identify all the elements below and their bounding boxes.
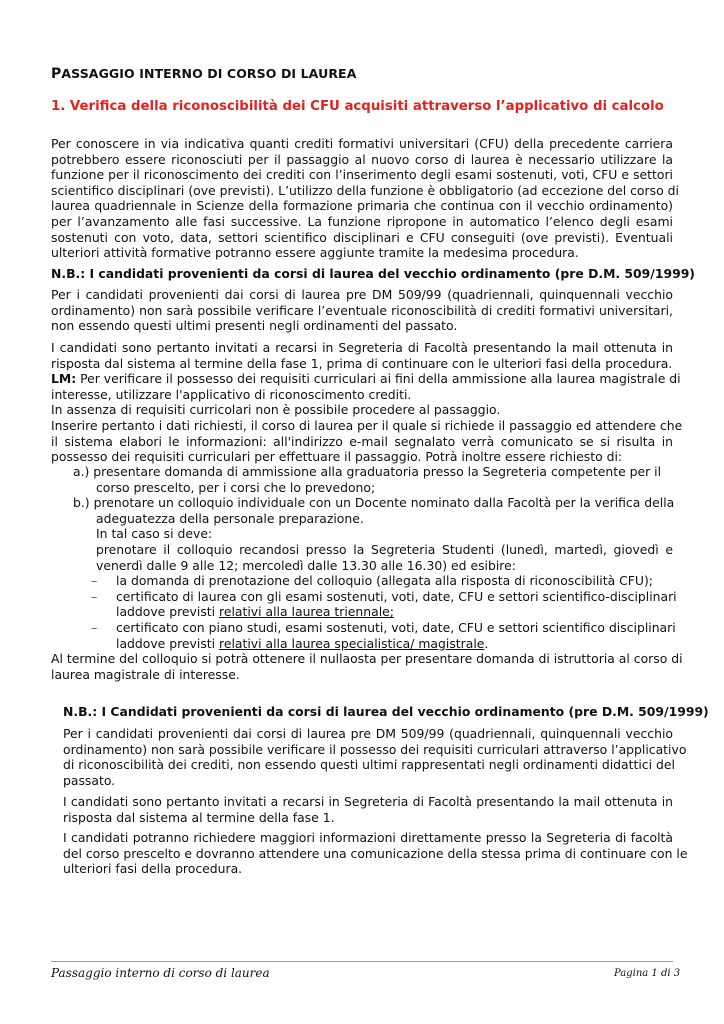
list-item-b: b.) prenotare un colloquio individuale con un Docente nominato dalla Facoltà per la verifica della [73,495,675,511]
sub-item-2: – certificato di laurea con gli esami sostenuti, voti, date, CFU e settori scientifico-disciplinari [91,588,677,604]
paragraph-old-ordinamento-2: Per i candidati provenienti dai corsi di laurea pre DM 509/99 (quadriennali, quinquennali vecchio ordinamento) non sarà possibile verificare il possesso dei requisiti curriculari attraverso l’applicativo di riconoscibilità dei crediti, non essendo questi ultimi rappresentati negli ordinamenti didattici del passato. [63,726,687,788]
paragraph-old-ordinamento: Per i candidati provenienti dai corsi di laurea pre DM 509/99 (quadriennali, quinquennali vecchio ordinamento) non sarà possibile verificare l’eventuale riconoscibilità di crediti formativi universitari, non essendo questi ultimi presenti negli ordinamenti del passato. [51,287,673,334]
page-number: Pagina 1 di 3 [614,968,681,979]
footer-title: Passaggio interno di corso di laurea [51,966,270,980]
dash-bullet-icon: – [91,619,98,635]
lm-line: LM: Per verificare il possesso dei requisiti curriculari ai fini della ammissione alla laurea magistrale di [51,371,681,387]
paragraph-info: I candidati potranno richiedere maggiori informazioni direttamente presso la Segreteria di facoltà del corso prescelto e dovranno attendere una comunicazione della stessa prima di continuare con le ulteriori fasi della procedura. [63,830,688,877]
list-requirements: a.) presentare domanda di ammissione alla graduatoria presso la Segreteria competente per il corso prescelto, per i corsi che lo prevedono; b.) prenotare un colloquio individuale con un Docente nominato dalla Facoltà per la verifica della adeguatezza della personale preparazione. In tal caso si deve: prenotare il colloquio recandosi presso la Segreteria Studenti (lunedì, martedì, giovedì e venerdì dalle 9 alle 12; mercoledì dalle 13.30 alle 16.30) ed esibire: – la domanda di prenotazione del colloquio (allegata alla risposta di riconoscibilità CFU); – certificato di laurea con gli esami sostenuti, voti, date, CFU e settori scientifico-disciplinari laddove previsti relativi alla laurea triennale; – certificato con piano studi, esami sostenuti, voti, date, CFU e settori scientifico disciplinari laddove previsti relativi alla laurea specialistica/ magistrale. [51,464,673,651]
sub-item-3: – certificato con piano studi, esami sostenuti, voti, date, CFU e settori scientifico disciplinari [91,619,676,635]
link-laurea-triennale[interactable]: relativi alla laurea triennale; [219,604,394,620]
document-title: PASSAGGIO INTERNO DI CORSO DI LAUREA [51,66,357,82]
footer-rule [51,961,673,962]
paragraph-nullaosta: Al termine del colloquio si potrà ottenere il nullaosta per presentare domanda di istruttoria al corso di laurea magistrale di interesse. [51,651,683,682]
dash-bullet-icon: – [91,588,98,604]
section-heading: 1. Verifica della riconoscibilità dei CFU acquisiti attraverso l’applicativo di calcolo [51,99,664,114]
paragraph-intro: Per conoscere in via indicativa quanti crediti formativi universitari (CFU) della precedente carriera potrebbero essere riconosciuti per il passaggio al nuovo corso di laurea è necessario utilizzare la funzione per il riconoscimento dei crediti con l’inserimento degli esami sostenuti, voti, CFU e settori scientifico disciplinari (ove previsti). L’utilizzo della funzione è obbligatorio (ad eccezione del corso di laurea quadriennale in Scienze della formazione primaria che continua con il vecchio ordinamento) per l’avanzamento alle fasi successive. La funzione ripropone in automatico l’elenco degli esami sostenuti con voto, data, settori scientifico disciplinari e CFU conseguiti (ove previsti). Eventuali ulteriori attività formative potranno essere aggiunte tramite la medesima procedura. [51,136,679,261]
sub-item-1: – la domanda di prenotazione del colloquio (allegata alla risposta di riconoscibilità CFU); [91,573,653,589]
paragraph-segreteria: I candidati sono pertanto invitati a recarsi in Segreteria di Facoltà presentando la mail ottenuta in risposta dal sistema al termine della fase 1, prima di continuare con le ulteriori fasi della procedura. LM: Per verificare il possesso dei requisiti curriculari ai fini della ammissione alla laurea magistrale di interesse, utilizzare l'applicativo di riconoscimento crediti. In assenza di requisiti curricolari non è possibile procedere al passaggio. Inserire pertanto i dati richiesti, il corso di laurea per il quale si richiede il passaggio ed attendere che il sistema elabori le informazioni: all'indirizzo e-mail segnalato verrà comunicato se si risulta in possesso dei requisiti curriculari per effettuare il passaggio. Potrà inoltre essere richiesto di: [51,340,683,465]
list-item-a: a.) presentare domanda di ammissione alla graduatoria presso la Segreteria competente per il [73,464,662,479]
paragraph-segreteria-2: I candidati sono pertanto invitati a recarsi in Segreteria di Facoltà presentando la mail ottenuta in risposta dal sistema al termine della fase 1. [63,794,673,825]
dash-bullet-icon: – [91,573,98,589]
nb-heading-2: N.B.: I Candidati provenienti da corsi di laurea del vecchio ordinamento (pre D.M. 509/1999) [63,704,709,719]
nb-heading-1: N.B.: I candidati provenienti da corsi di laurea del vecchio ordinamento (pre D.M. 509/1999) [51,266,695,281]
link-laurea-specialistica[interactable]: relativi alla laurea specialistica/ magistrale [219,635,485,651]
